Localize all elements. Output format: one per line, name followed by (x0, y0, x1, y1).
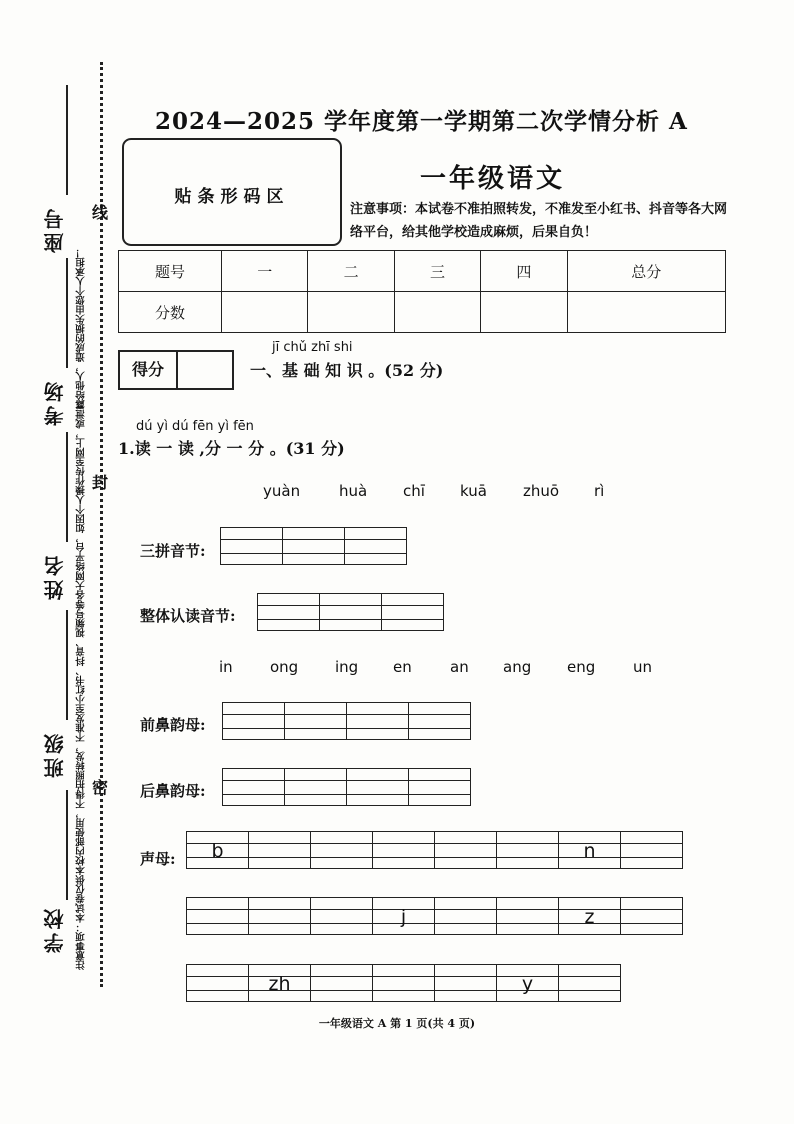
question1-title: 1.读 一 读 ,分 一 分 。(31 分) (118, 439, 345, 458)
page-footer: 一年级语文 A 第 1 页(共 4 页) (318, 1017, 476, 1030)
section1-pinyin: jī chǔ zhī shi (272, 340, 353, 355)
binding-char-feng: 封 (92, 473, 109, 492)
section-score-label: 得分 (120, 352, 178, 388)
writing-cell[interactable] (285, 768, 347, 806)
qianbi-grid (222, 702, 471, 740)
writing-cell[interactable] (435, 964, 497, 1002)
score-row-label: 分数 (119, 292, 222, 333)
name-label: 姓名 (43, 552, 67, 600)
writing-cell[interactable] (373, 964, 435, 1002)
score-table-value-row (119, 292, 726, 333)
writing-cell[interactable] (559, 831, 621, 869)
score-cell[interactable] (567, 292, 725, 333)
writing-cell[interactable] (497, 964, 559, 1002)
given-initial: b (211, 840, 224, 862)
writing-cell[interactable] (347, 702, 409, 740)
writing-cell[interactable] (285, 702, 347, 740)
writing-cell[interactable] (559, 897, 621, 935)
score-cell[interactable] (308, 292, 394, 333)
writing-cell[interactable] (223, 702, 285, 740)
question1-pinyin: dú yì dú fēn yì fēn (136, 419, 254, 434)
writing-cell[interactable] (249, 897, 311, 935)
sanpin-label: 三拼音节: (140, 542, 206, 560)
final-item: ing (335, 658, 359, 676)
binding-char-xian: 线 (92, 203, 109, 222)
writing-cell[interactable] (435, 897, 497, 935)
given-initial: j (400, 906, 407, 928)
subject-title: 一年级语文 (420, 164, 566, 194)
writing-cell[interactable] (249, 831, 311, 869)
writing-cell[interactable] (497, 897, 559, 935)
shengmu-grid-row1 (186, 831, 683, 869)
score-header-cell: 一 (222, 251, 308, 292)
score-header-cell: 二 (308, 251, 394, 292)
houbi-label: 后鼻韵母: (140, 782, 206, 800)
class-label: 班级 (43, 730, 67, 778)
qianbi-label: 前鼻韵母: (140, 716, 206, 734)
writing-cell[interactable] (187, 897, 249, 935)
syllable: chī (403, 482, 425, 500)
final-item: ang (503, 658, 532, 676)
final-item: eng (567, 658, 596, 676)
writing-cell[interactable] (621, 897, 683, 935)
writing-cell[interactable] (187, 831, 249, 869)
final-item: un (633, 658, 653, 676)
score-cell[interactable] (394, 292, 480, 333)
school-line (66, 790, 68, 900)
writing-cell[interactable] (311, 897, 373, 935)
name-line (66, 432, 68, 542)
section-score-box (118, 350, 234, 390)
score-table-header-row (119, 251, 726, 292)
shengmu-grid-row3 (186, 964, 621, 1002)
class-line (66, 610, 68, 720)
header-notice: 注意事项：本试卷不准拍照转发，不准发至小红书、抖音等各大网络平台，给其他学校造成麻烦，后果自负！ (350, 202, 728, 240)
barcode-label: 贴条形码区 (174, 187, 290, 207)
writing-cell[interactable] (382, 593, 444, 631)
seat-number-label: 座号 (43, 205, 67, 253)
school-label: 学校 (43, 905, 67, 953)
side-notice: 注意事项：本试卷仅供本校内部使用，不得拍照转发，不准发至小红书、抖音、视频号等各大网络平台，如因个人操作传至网上，或泄露给他人，造成的损失由您个人承担！ (76, 248, 87, 970)
score-cell[interactable] (481, 292, 567, 333)
writing-cell[interactable] (497, 831, 559, 869)
writing-cell[interactable] (187, 964, 249, 1002)
binding-char-mi: 密 (92, 778, 109, 797)
writing-cell[interactable] (621, 831, 683, 869)
final-item: ong (270, 658, 299, 676)
writing-cell[interactable] (249, 964, 311, 1002)
exam-title: 2024—2025 学年度第一学期第二次学情分析 A (155, 108, 688, 135)
score-header-cell: 四 (481, 251, 567, 292)
shengmu-grid-row2 (186, 897, 683, 935)
final-item: en (393, 658, 412, 676)
final-item: an (450, 658, 469, 676)
exam-room-label: 考场 (43, 378, 67, 426)
score-header-cell: 总分 (567, 251, 725, 292)
given-initial: y (521, 973, 534, 995)
writing-cell[interactable] (320, 593, 382, 631)
writing-cell[interactable] (435, 831, 497, 869)
barcode-area (122, 138, 342, 246)
writing-cell[interactable] (223, 768, 285, 806)
sanpin-grid (220, 527, 407, 565)
score-header-cell: 题号 (119, 251, 222, 292)
writing-cell[interactable] (559, 964, 621, 1002)
shengmu-label: 声母: (140, 850, 176, 868)
syllable: huà (339, 482, 368, 500)
seat-number-line (66, 85, 68, 195)
writing-cell[interactable] (373, 831, 435, 869)
writing-cell[interactable] (409, 768, 471, 806)
score-cell[interactable] (222, 292, 308, 333)
score-header-cell: 三 (394, 251, 480, 292)
writing-cell[interactable] (311, 831, 373, 869)
syllable: zhuō (523, 482, 560, 500)
writing-cell[interactable] (283, 527, 345, 565)
writing-cell[interactable] (221, 527, 283, 565)
given-initial: zh (268, 973, 291, 995)
zhengti-label: 整体认读音节: (140, 607, 236, 625)
syllable: kuā (460, 482, 487, 500)
score-table (118, 250, 726, 333)
writing-cell[interactable] (373, 897, 435, 935)
zhengti-grid (257, 593, 444, 631)
writing-cell[interactable] (311, 964, 373, 1002)
section1-title: 一、基 础 知 识 。(52 分) (250, 361, 444, 380)
writing-cell[interactable] (258, 593, 320, 631)
syllable: rì (594, 482, 605, 500)
final-item: in (219, 658, 233, 676)
houbi-grid (222, 768, 471, 806)
writing-cell[interactable] (347, 768, 409, 806)
writing-cell[interactable] (345, 527, 407, 565)
syllable: yuàn (263, 482, 301, 500)
writing-cell[interactable] (409, 702, 471, 740)
given-initial: z (584, 906, 595, 928)
given-initial: n (583, 840, 596, 862)
exam-room-line (66, 258, 68, 368)
